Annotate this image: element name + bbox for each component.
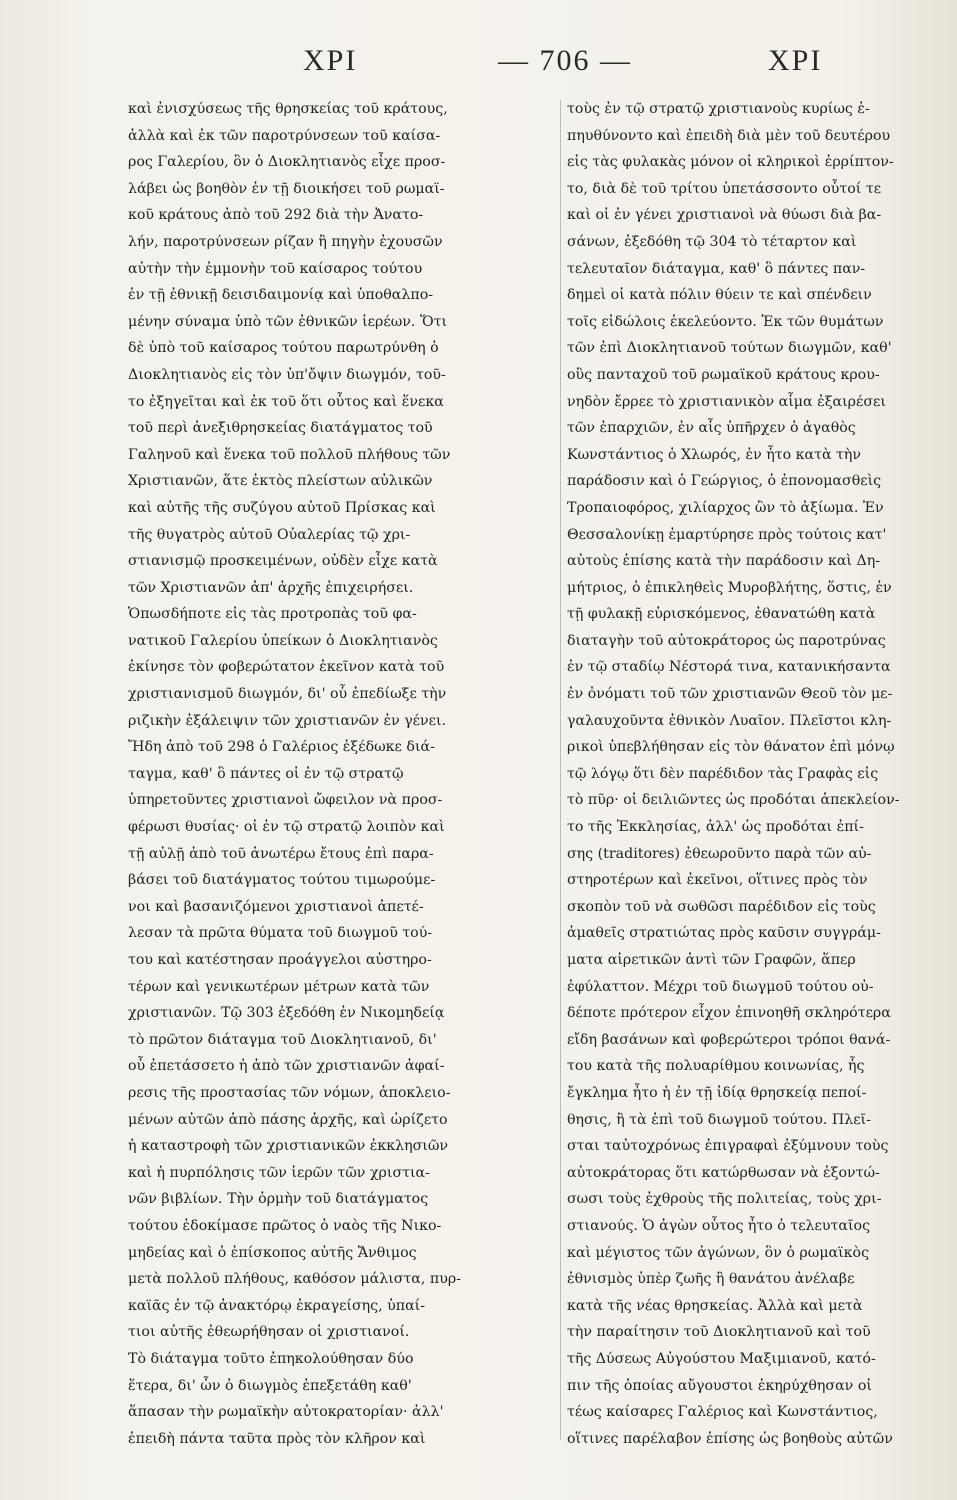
right-text-column: [567, 96, 957, 1446]
text-line: Ἤδη ἀπὸ τοῦ 298 ὁ Γαλέριος ἐξέδωκε διά-: [128, 739, 435, 756]
text-line: καὶ ἐνισχύσεως τῆς θρησκείας τοῦ κράτους,: [128, 101, 448, 117]
text-line: τιοι αὐτῆς ἐθεωρήθησαν οἱ χριστιανοί.: [128, 1324, 410, 1341]
text-line: νατικοῦ Γαλερίου ὑπείκων ὁ Διοκλητιανὸς: [128, 632, 438, 649]
text-line: ἐν ὀνόματι τοῦ τῶν χριστιανῶν Θεοῦ τὸν με-: [567, 686, 893, 703]
text-line: Θεσσαλονίκῃ ἐμαρτύρησε πρὸς τούτοις κατ': [567, 526, 887, 543]
text-line: πηυθύνοντο καὶ ἐπειδὴ διὰ μὲν τοῦ δευτέρου: [567, 127, 891, 144]
text-line: καὶ μέγιστος τῶν ἀγώνων, ὃν ὁ ρωμαϊκὸς: [567, 1244, 870, 1261]
text-line: ἐν τῇ ἐθνικῇ δεισιδαιμονίᾳ καὶ ὑποθαλπο-: [128, 287, 434, 304]
text-line: ἅπασαν τὴν ρωμαϊκὴν αὐτοκρατορίαν· ἀλλ': [128, 1404, 444, 1421]
text-line: μήτριος, ὁ ἐπικληθεὶς Μυροβλήτης, ὅστις, ἐν: [567, 579, 892, 596]
text-line: τῇ αὐλῇ ἀπὸ τοῦ ἀνωτέρω ἔτους ἐπὶ παρα-: [128, 845, 434, 862]
text-line: σται ταὐτοχρόνως ἐπιγραφαὶ ἐξύμνουν τοὺς: [567, 1138, 889, 1155]
text-line: οὗ ἐπετάσσετο ἡ ἀπὸ τῶν χριστιανῶν ἀφαί-: [128, 1058, 445, 1075]
text-line: τῶν Χριστιανῶν ἀπ' ἀρχῆς ἐπιχειρήσει.: [128, 579, 414, 596]
text-line: χριστιανισμοῦ διωγμόν, δι' οὗ ἐπεδίωξε τὴν: [128, 686, 447, 703]
left-text-column: [128, 96, 556, 1446]
text-line: τῆς Δύσεως Αὐγούστου Μαξιμιανοῦ, κατό-: [567, 1350, 876, 1367]
text-line: κοῦ κράτους ἀπὸ τοῦ 292 διὰ τὴν Ἀνατο-: [128, 207, 424, 224]
text-line: Τροπαιοφόρος, χιλίαρχος ὢν τὸ ἀξίωμα. Ἐν: [567, 499, 884, 516]
text-line: μένων αὐτῶν ἀπὸ πάσης ἀρχῆς, καὶ ὡρίζετο: [128, 1111, 448, 1128]
text-line: οὓς πανταχοῦ τοῦ ρωμαϊκοῦ κράτους κρου-: [567, 366, 880, 383]
text-line: Κωνστάντιος ὁ Χλωρός, ἐν ἧτο κατὰ τὴν: [567, 446, 862, 463]
text-line: ρικοὶ ὑπεβλήθησαν εἰς τὸν θάνατον ἐπὶ μόνῳ: [567, 739, 895, 756]
running-header: [128, 44, 888, 88]
text-line: ἀμαθεῖς στρατιώτας πρὸς καῦσιν συγγράμ-: [567, 925, 881, 942]
text-line: Διοκλητιανὸς εἰς τὸν ὑπ'ὄψιν διωγμόν, τοῦ-: [128, 366, 446, 383]
text-line: τῷ λόγῳ ὅτι δὲν παρέδιδον τὰς Γραφὰς εἰς: [567, 765, 879, 782]
text-line: ἐν τῷ σταδίῳ Νέστορά τινα, κατανικήσαντα: [567, 659, 891, 676]
text-line: αὐτοὺς ἐπίσης κατὰ τὴν παράδοσιν καὶ Δη-: [567, 553, 881, 570]
text-line: δὲ ὑπὸ τοῦ καίσαρος τούτου παρωτρύνθη ὁ: [128, 340, 439, 357]
text-line: κατὰ τῆς νέας θρησκείας. Ἀλλὰ καὶ μετὰ: [567, 1297, 863, 1314]
text-line: ἐθνισμὸς ὑπὲρ ζωῆς ἢ θανάτου ἀνέλαβε: [567, 1271, 855, 1288]
text-line: σκοπὸν τοῦ νὰ σωθῶσι παρέδιδον εἰς τοὺς: [567, 898, 876, 915]
text-line: νοι καὶ βασανιζόμενοι χριστιανοὶ ἀπετέ-: [128, 898, 424, 915]
text-line: τῆς θυγατρὸς αὐτοῦ Οὐαλερίας τῷ χρι-: [128, 526, 411, 543]
text-line: Τὸ διάταγμα τοῦτο ἐπηκολούθησαν δύο: [128, 1350, 414, 1367]
text-line: καὶ ἡ πυρπόλησις τῶν ἱερῶν τῶν χριστια-: [128, 1164, 430, 1181]
text-line: ὑπηρετοῦντες χριστιανοὶ ὤφειλον νὰ προσ-: [128, 792, 443, 809]
text-line: παράδοσιν καὶ ὁ Γεώργιος, ὁ ἐπονομασθεὶς: [567, 473, 882, 490]
text-line: τῇ φυλακῇ εὑρισκόμενος, ἐθανατώθη κατὰ: [567, 606, 876, 623]
text-line: το, διὰ δὲ τοῦ τρίτου ὑπετάσσοντο οὗτοί τε: [567, 180, 882, 197]
text-line: μένην σύναμα ὑπὸ τῶν ἐθνικῶν ἱερέων. Ὅτι: [128, 313, 448, 330]
text-line: ἀλλὰ καὶ ἐκ τῶν παροτρύνσεων τοῦ καίσα-: [128, 127, 441, 144]
text-line: τούτου ἐδοκίμασε πρῶτος ὁ ναὸς τῆς Νικο-: [128, 1217, 442, 1234]
text-line: Χριστιανῶν, ἅτε ἐκτὸς πλείστων αὐλικῶν: [128, 473, 433, 490]
text-line: τελευταῖον διάταγμα, καθ' ὃ πάντες παν-: [567, 260, 866, 277]
text-line: τῶν ἐπαρχιῶν, ἐν αἷς ὑπῆρχεν ὁ ἀγαθὸς: [567, 420, 856, 437]
text-line: στιανισμῷ προσκειμένων, οὐδὲν εἶχε κατὰ: [128, 553, 438, 570]
text-line: αὐτοκράτορας ὅτι κατώρθωσαν νὰ ἐξοντώ-: [567, 1164, 880, 1181]
text-line: καὶ αὐτῆς τῆς συζύγου αὐτοῦ Πρίσκας καὶ: [128, 499, 436, 516]
text-line: ριζικὴν ἐξάλειψιν τῶν χριστιανῶν ἐν γένει.: [128, 712, 447, 729]
text-line: του καὶ κατέστησαν προάγγελοι αὐστηρο-: [128, 952, 432, 968]
text-line: ἔγκλημα ἦτο ἡ ἐν τῇ ἰδίᾳ θρησκείᾳ πεποί-: [567, 1084, 867, 1101]
text-line: ταγμα, καθ' ὃ πάντες οἱ ἐν τῷ στρατῷ: [128, 765, 404, 782]
text-line: πιν τῆς ὁποίας αὔγουστοι ἐκηρύχθησαν οἱ: [567, 1377, 872, 1394]
text-line: νῶν βιβλίων. Τὴν ὁρμὴν τοῦ διατάγματος: [128, 1191, 429, 1208]
text-line: δέποτε πρότερον εἶχον ἐπινοηθῆ σκληρότερα: [567, 1005, 891, 1022]
page-number: — 706 —: [498, 44, 632, 77]
text-line: τὸ πῦρ· οἱ δειλιῶντες ὡς προδόται ἀπεκλείον-: [567, 792, 900, 809]
text-line: ἐφύλαττον. Μέχρι τοῦ διωγμοῦ τούτου οὐ-: [567, 978, 874, 995]
text-line: καϊᾶς ἐν τῷ ἀνακτόρῳ ἐκραγείσης, ὑπαί-: [128, 1297, 426, 1314]
text-line: δημεὶ οἱ κατὰ πόλιν θύειν τε καὶ σπένδειν: [567, 287, 872, 304]
text-line: εἴδη βασάνων καὶ φοβερώτεροι τρόποι θανά-: [567, 1031, 891, 1048]
text-line: Ὁπωσδήποτε εἰς τὰς προτροπὰς τοῦ φα-: [128, 606, 417, 623]
text-line: το τῆς Ἐκκλησίας, ἀλλ' ὡς προδόται ἐπί-: [567, 819, 864, 836]
text-line: θησις, ἢ τὰ ἐπὶ τοῦ διωγμοῦ τούτου. Πλεῖ-: [567, 1111, 871, 1128]
text-line: ρεσις τῆς προστασίας τῶν νόμων, ἀποκλειο-: [128, 1084, 451, 1101]
text-line: ρος Γαλερίου, ὃν ὁ Διοκλητιανὸς εἶχε προσ-: [128, 154, 446, 171]
column-divider: [560, 100, 561, 1440]
text-line: του κατὰ τῆς πολυαρίθμου κοινωνίας, ἧς: [567, 1058, 865, 1075]
text-line: τοῖς εἰδώλοις ἐκελεύοντο. Ἐκ τῶν θυμάτων: [567, 313, 884, 330]
text-line: χριστιανῶν. Τῷ 303 ἐξεδόθη ἐν Νικομηδείᾳ: [128, 1005, 445, 1022]
text-line: λάβει ὡς βοηθὸν ἐν τῇ διοικήσει τοῦ ρωμαϊ-: [128, 180, 445, 197]
text-line: τέρων καὶ γενικωτέρων μέτρων κατὰ τῶν: [128, 978, 430, 995]
text-line: τὴν παραίτησιν τοῦ Διοκλητιανοῦ καὶ τοῦ: [567, 1324, 871, 1341]
header-left-label: ΧΡΙ: [303, 44, 358, 77]
text-line: ματα αἱρετικῶν ἀντὶ τῶν Γραφῶν, ἅπερ: [567, 952, 856, 968]
text-line: ἕτερα, δι' ὧν ὁ διωγμὸς ἐπεξετάθη καθ': [128, 1377, 412, 1394]
text-line: αὐτὴν τὴν ἐμμονὴν τοῦ καίσαρος τούτου: [128, 260, 423, 277]
text-line: οἵτινες παρέλαβον ἐπίσης ὡς βοηθοὺς αὐτῶν: [567, 1430, 893, 1446]
text-line: γαλαυχοῦντα ἐθνικὸν Λυαῖον. Πλεῖστοι κλη-: [567, 712, 892, 729]
text-line: στιανούς. Ὁ ἀγὼν οὗτος ἦτο ὁ τελευταῖος: [567, 1217, 871, 1234]
text-line: Γαληνοῦ καὶ ἕνεκα τοῦ πολλοῦ πλήθους τῶν: [128, 446, 451, 463]
text-line: μετὰ πολλοῦ πλήθους, καθόσον μάλιστα, πυρ-: [128, 1271, 461, 1288]
text-line: καὶ οἱ ἐν γένει χριστιανοὶ νὰ θύωσι διὰ βα-: [567, 207, 882, 224]
text-line: εἰς τὰς φυλακὰς μόνον οἱ κληρικοὶ ἐρρίπτον-: [567, 154, 894, 171]
text-line: μηδείας καὶ ὁ ἐπίσκοπος αὐτῆς Ἄνθιμος: [128, 1244, 417, 1261]
text-line: τῶν ἐπὶ Διοκλητιανοῦ τούτων διωγμῶν, καθ': [567, 340, 892, 357]
text-line: ἐκίνησε τὸν φοβερώτατον ἐκεῖνον κατὰ τοῦ: [128, 659, 445, 676]
header-right-label: ΧΡΙ: [768, 44, 823, 77]
text-line: νηδὸν ἔρρεε τὸ χριστιανικὸν αἷμα ἐξαιρέσει: [567, 393, 886, 410]
text-line: τοὺς ἐν τῷ στρατῷ χριστιανοὺς κυρίως ἐ-: [567, 101, 870, 117]
text-line: τέως καίσαρες Γαλέριος καὶ Κωνστάντιος,: [567, 1404, 878, 1421]
text-line: λεσαν τὰ πρῶτα θύματα τοῦ διωγμοῦ τού-: [128, 925, 433, 942]
text-line: βάσει τοῦ διατάγματος τούτου τιμωρούμε-: [128, 872, 436, 889]
text-line: στηροτέρων καὶ ἐκεῖνοι, οἵτινες πρὸς τὸν: [567, 872, 868, 889]
text-line: σάνων, ἐξεδόθη τῷ 304 τὸ τέταρτον καὶ: [567, 233, 857, 250]
text-line: ἡ καταστροφὴ τῶν χριστιανικῶν ἐκκλησιῶν: [128, 1138, 449, 1155]
text-line: λήν, παροτρύνσεων ρίζαν ἢ πηγὴν ἐχουσῶν: [128, 233, 443, 250]
text-line: ἐπειδὴ πάντα ταῦτα πρὸς τὸν κλῆρον καὶ: [128, 1430, 426, 1446]
text-line: φέρωσι θυσίας· οἱ ἐν τῷ στρατῷ λοιπὸν καὶ: [128, 819, 445, 836]
text-line: σης (traditores) ἐθεωροῦντο παρὰ τῶν αὐ-: [567, 845, 872, 862]
text-line: διαταγὴν τοῦ αὐτοκράτορος ὡς παροτρύνας: [567, 632, 886, 649]
text-line: το ἐξηγεῖται καὶ ἐκ τοῦ ὅτι οὗτος καὶ ἕνεκα: [128, 393, 444, 410]
text-line: σωσι τοὺς ἐχθροὺς τῆς πολιτείας, τοὺς χρι-: [567, 1191, 882, 1208]
text-line: τὸ πρῶτον διάταγμα τοῦ Διοκλητιανοῦ, δι': [128, 1031, 437, 1048]
text-line: τοῦ περὶ ἀνεξιθρησκείας διατάγματος τοῦ: [128, 420, 433, 437]
